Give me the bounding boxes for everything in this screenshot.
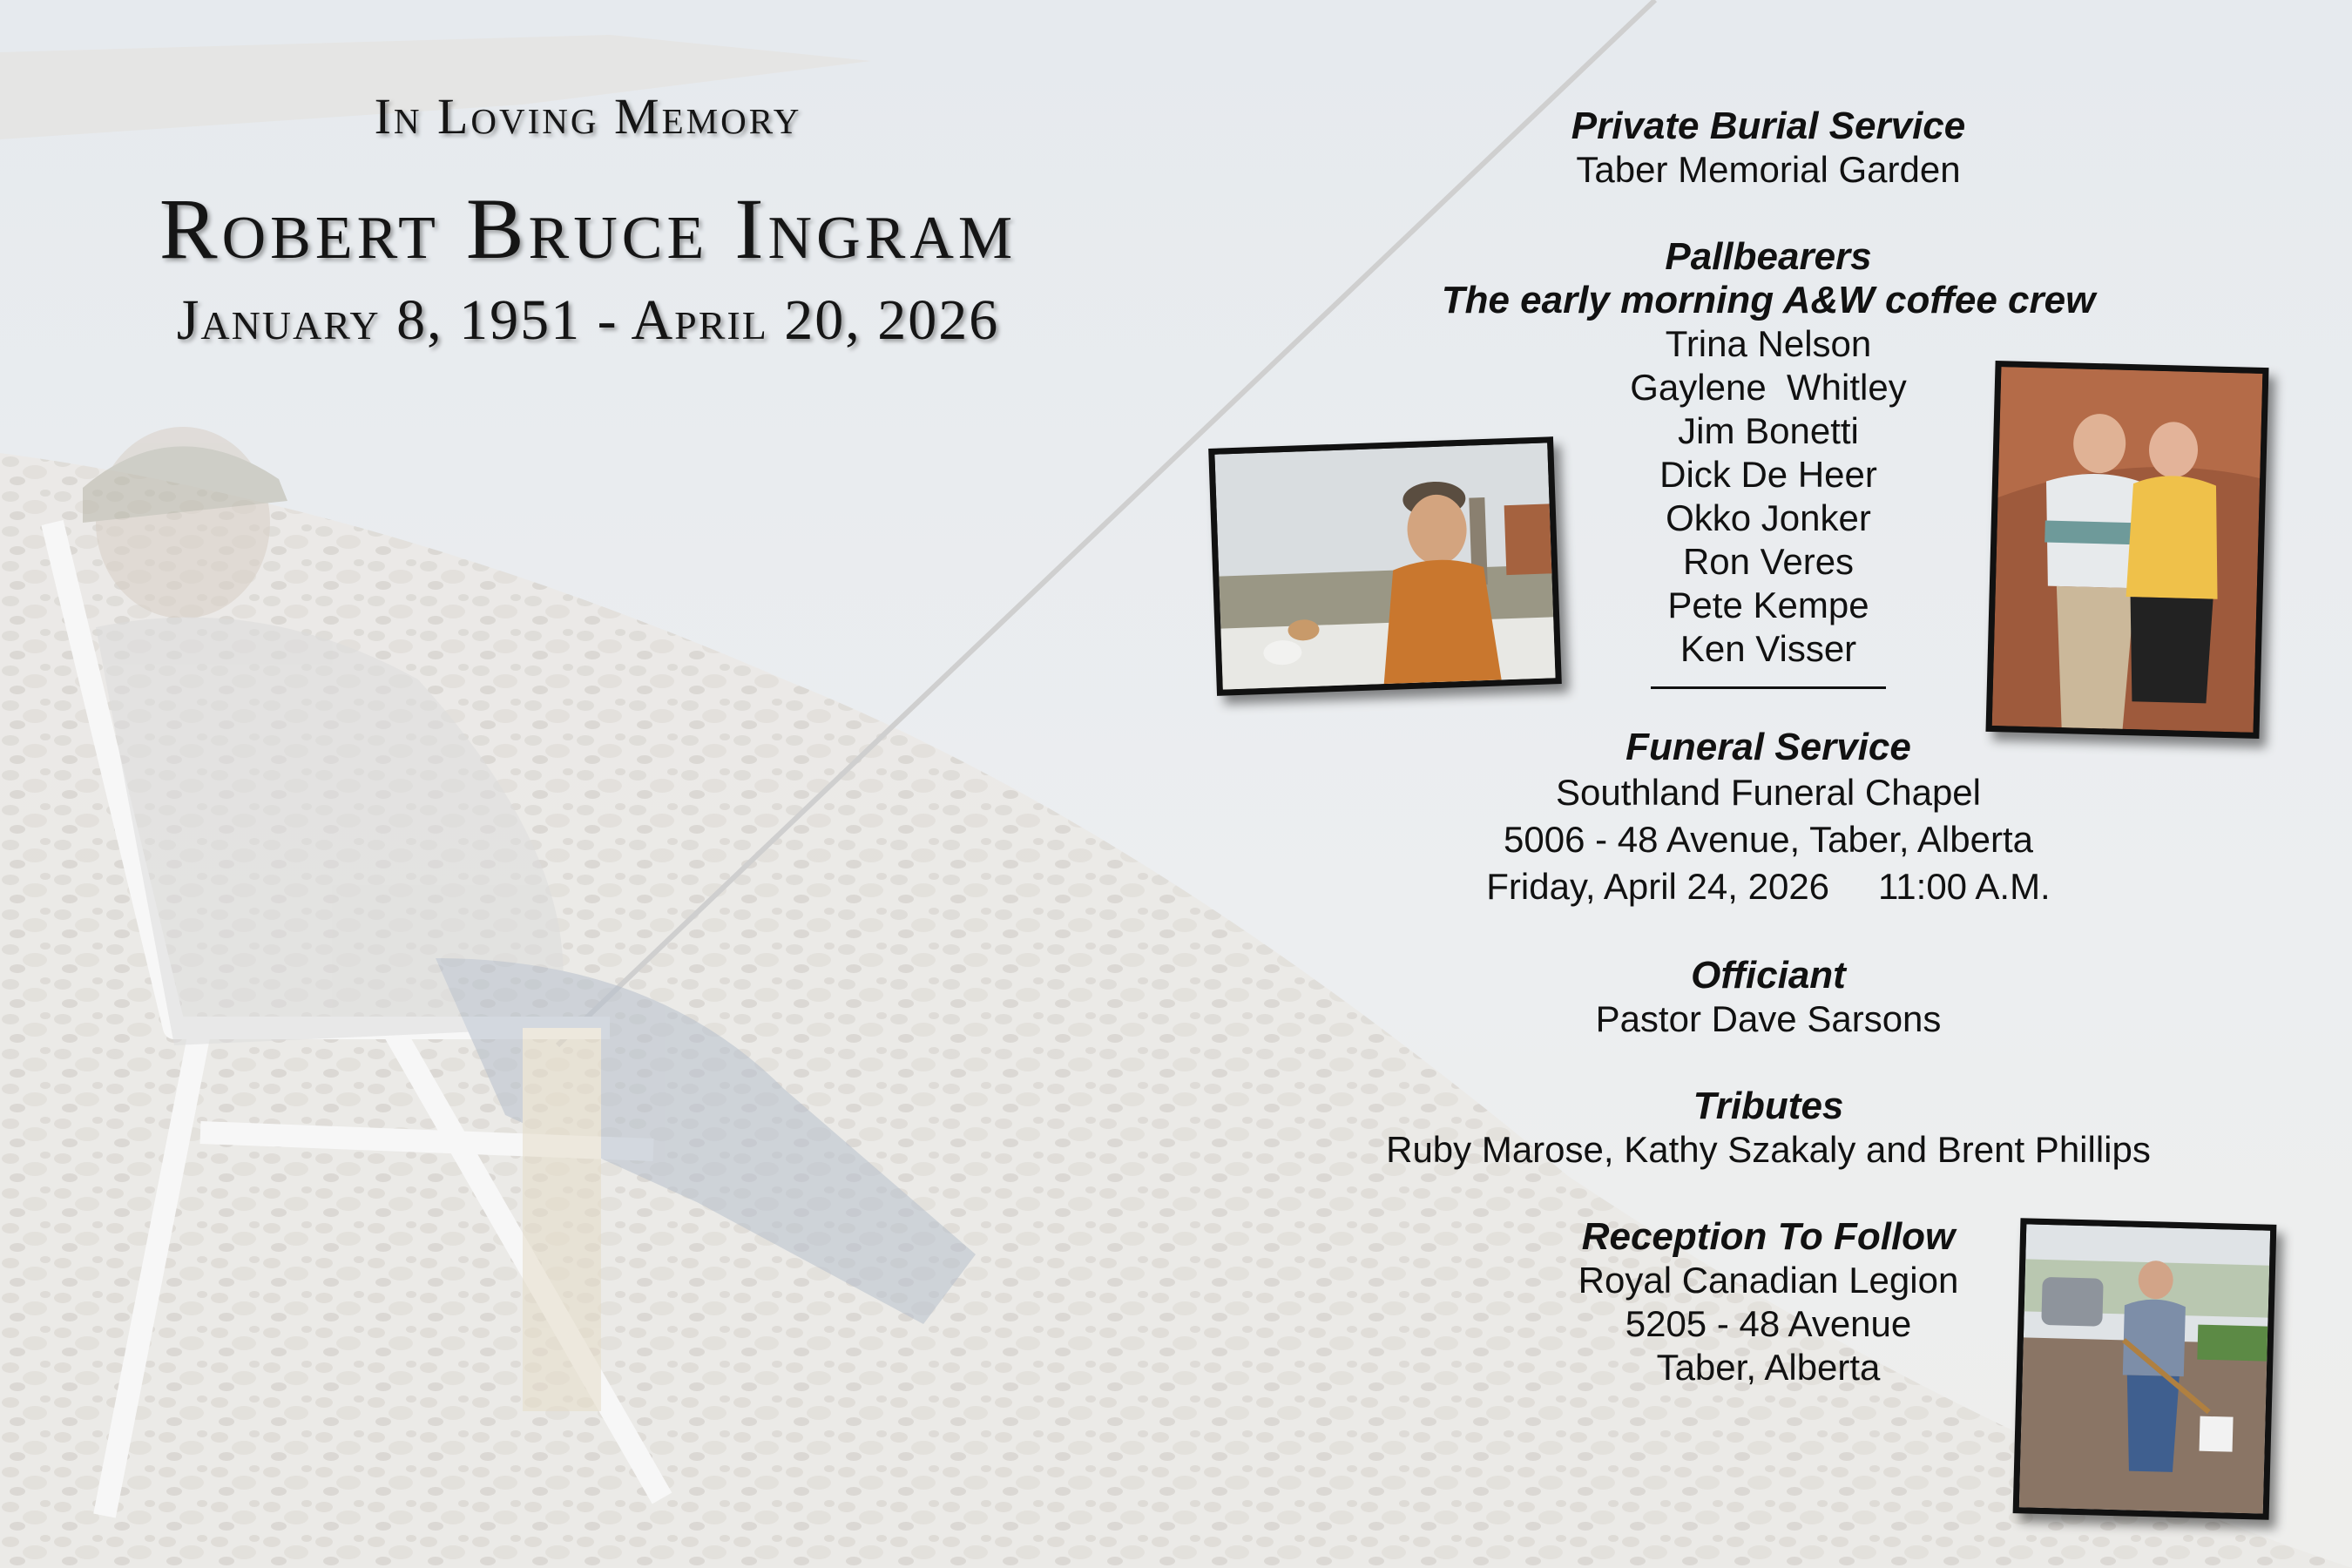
funeral-address: 5006 - 48 Avenue, Taber, Alberta bbox=[1504, 819, 2033, 860]
reception-address-line1: 5205 - 48 Avenue bbox=[1625, 1303, 1912, 1344]
in-loving-memory: In Loving Memory bbox=[374, 88, 802, 145]
divider bbox=[1651, 686, 1886, 689]
reception-address-line2: Taber, Alberta bbox=[1656, 1347, 1881, 1388]
pallbearers-heading: Pallbearers bbox=[1665, 235, 1872, 278]
couple-photo bbox=[1985, 361, 2268, 739]
pallbearer-name: Okko Jonker bbox=[1666, 497, 1871, 538]
officiant-name: Pastor Dave Sarsons bbox=[1595, 998, 1942, 1039]
pallbearer-name: Ken Visser bbox=[1680, 628, 1857, 669]
funeral-datetime bbox=[1324, 863, 2213, 910]
pallbearer-name: Ron Veres bbox=[1682, 541, 1855, 582]
funeral-date: Friday, April 24, 2026 bbox=[1486, 866, 1830, 907]
deceased-name: Robert Bruce Ingram bbox=[159, 180, 1017, 277]
reception-heading: Reception To Follow bbox=[1581, 1215, 1956, 1258]
pallbearer-name: Gaylene Whitley bbox=[1630, 367, 1907, 408]
burial-location: Taber Memorial Garden bbox=[1576, 149, 1961, 190]
yard-work-photo bbox=[2013, 1218, 2277, 1520]
reception-venue: Royal Canadian Legion bbox=[1578, 1260, 1959, 1301]
funeral-venue: Southland Funeral Chapel bbox=[1555, 772, 1981, 813]
pallbearer-name: Trina Nelson bbox=[1665, 323, 1872, 364]
officiant-heading: Officiant bbox=[1691, 954, 1846, 997]
pallbearer-name: Dick De Heer bbox=[1659, 454, 1877, 495]
burial-heading: Private Burial Service bbox=[1571, 105, 1966, 147]
funeral-time: 11:00 A.M. bbox=[1878, 866, 2051, 907]
childhood-photo bbox=[1208, 436, 1562, 696]
pallbearer-name: Pete Kempe bbox=[1667, 585, 1869, 625]
tributes-heading: Tributes bbox=[1693, 1085, 1844, 1127]
funeral-heading: Funeral Service bbox=[1625, 726, 1911, 768]
pallbearer-name: Jim Bonetti bbox=[1678, 410, 1859, 451]
service-details bbox=[1324, 105, 2213, 1389]
life-dates: January 8, 1951 - April 20, 2026 bbox=[176, 288, 1000, 352]
tributes-names: Ruby Marose, Kathy Szakaly and Brent Phillips bbox=[1386, 1129, 2151, 1170]
pallbearers-subheading: The early morning A&W coffee crew bbox=[1441, 279, 2096, 321]
